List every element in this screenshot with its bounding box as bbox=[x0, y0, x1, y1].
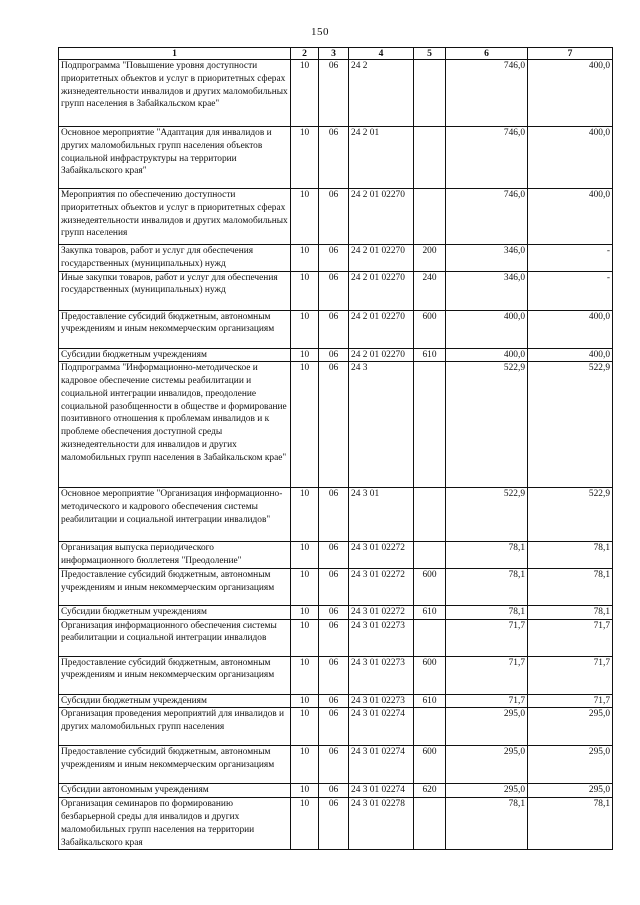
row-subsection: 06 bbox=[319, 348, 349, 362]
row-subsection: 06 bbox=[319, 362, 349, 488]
row-amount-col6: 346,0 bbox=[446, 271, 528, 310]
row-section: 10 bbox=[291, 127, 319, 189]
row-expense-type bbox=[414, 798, 446, 850]
row-expense-type bbox=[414, 60, 446, 127]
row-expense-type bbox=[414, 127, 446, 189]
row-amount-col6: 522,9 bbox=[446, 488, 528, 542]
col-header-1: 1 bbox=[59, 48, 291, 60]
row-expense-type: 600 bbox=[414, 746, 446, 784]
table-row bbox=[59, 245, 613, 272]
row-amount-col7: 295,0 bbox=[528, 784, 613, 798]
row-target-code: 24 3 01 02273 bbox=[349, 656, 414, 694]
row-expense-type bbox=[414, 542, 446, 569]
row-expense-type bbox=[414, 708, 446, 746]
row-section: 10 bbox=[291, 798, 319, 850]
row-section: 10 bbox=[291, 362, 319, 488]
row-section: 10 bbox=[291, 619, 319, 656]
row-name: Предоставление субсидий бюджетным, автономным учреждениям и иным некоммерческим организациям bbox=[59, 568, 291, 605]
row-target-code: 24 2 01 02270 bbox=[349, 348, 414, 362]
row-expense-type: 600 bbox=[414, 656, 446, 694]
row-amount-col6: 71,7 bbox=[446, 619, 528, 656]
row-name: Закупка товаров, работ и услуг для обеспечения государственных (муниципальных) нужд bbox=[59, 245, 291, 272]
header-row bbox=[59, 48, 613, 60]
row-subsection: 06 bbox=[319, 127, 349, 189]
row-section: 10 bbox=[291, 271, 319, 310]
col-header-6: 6 bbox=[446, 48, 528, 60]
row-name: Мероприятия по обеспечению доступности приоритетных объектов и услуг в приоритетных сферах жизнедеятельности инвалидов и других маломобильных групп населения bbox=[59, 189, 291, 245]
table-row bbox=[59, 605, 613, 619]
row-amount-col6: 78,1 bbox=[446, 542, 528, 569]
row-amount-col7: 295,0 bbox=[528, 746, 613, 784]
row-section: 10 bbox=[291, 60, 319, 127]
col-header-5: 5 bbox=[414, 48, 446, 60]
row-amount-col6: 78,1 bbox=[446, 568, 528, 605]
table-row bbox=[59, 60, 613, 127]
row-amount-col7: 78,1 bbox=[528, 605, 613, 619]
table-row bbox=[59, 542, 613, 569]
row-expense-type: 620 bbox=[414, 784, 446, 798]
table-row bbox=[59, 362, 613, 488]
row-name: Организация семинаров по формированию безбарьерной среды для инвалидов и других маломобильных групп населения на территории Забайкальского края bbox=[59, 798, 291, 850]
table-row bbox=[59, 271, 613, 310]
row-expense-type: 600 bbox=[414, 568, 446, 605]
row-section: 10 bbox=[291, 656, 319, 694]
row-amount-col7: 522,9 bbox=[528, 362, 613, 488]
row-subsection: 06 bbox=[319, 694, 349, 708]
row-amount-col6: 295,0 bbox=[446, 784, 528, 798]
row-amount-col7: 71,7 bbox=[528, 656, 613, 694]
row-target-code: 24 3 01 02273 bbox=[349, 694, 414, 708]
table-row bbox=[59, 784, 613, 798]
row-section: 10 bbox=[291, 488, 319, 542]
row-amount-col7: 400,0 bbox=[528, 189, 613, 245]
row-subsection: 06 bbox=[319, 746, 349, 784]
row-section: 10 bbox=[291, 784, 319, 798]
row-target-code: 24 3 01 02272 bbox=[349, 542, 414, 569]
row-name: Предоставление субсидий бюджетным, автономным учреждениям и иным некоммерческим организациям bbox=[59, 310, 291, 348]
row-amount-col6: 400,0 bbox=[446, 348, 528, 362]
row-amount-col6: 71,7 bbox=[446, 656, 528, 694]
row-amount-col7: 400,0 bbox=[528, 348, 613, 362]
row-target-code: 24 2 01 02270 bbox=[349, 189, 414, 245]
row-subsection: 06 bbox=[319, 189, 349, 245]
row-name: Подпрограмма "Повышение уровня доступности приоритетных объектов и услуг в приоритетных сферах жизнедеятельности инвалидов и других маломобильных групп населения в Забайкальском крае" bbox=[59, 60, 291, 127]
row-expense-type: 610 bbox=[414, 348, 446, 362]
row-name: Предоставление субсидий бюджетным, автономным учреждениям и иным некоммерческим организациям bbox=[59, 656, 291, 694]
row-target-code: 24 2 bbox=[349, 60, 414, 127]
table-row bbox=[59, 127, 613, 189]
row-section: 10 bbox=[291, 542, 319, 569]
row-amount-col7: 78,1 bbox=[528, 798, 613, 850]
col-header-7: 7 bbox=[528, 48, 613, 60]
row-target-code: 24 3 01 02274 bbox=[349, 746, 414, 784]
row-subsection: 06 bbox=[319, 271, 349, 310]
row-name: Подпрограмма "Информационно-методическое и кадровое обеспечение системы реабилитации и социальной интеграции инвалидов, преодоление социальной разобщенности в обществе и формирование позитивного отношения к проблемам инвалидов и к проблеме обеспечения доступной среды жизнедеятельности для инвалидов и других маломобильных групп населения в Забайкальском крае" bbox=[59, 362, 291, 488]
row-amount-col6: 346,0 bbox=[446, 245, 528, 272]
table-row bbox=[59, 189, 613, 245]
col-header-4: 4 bbox=[349, 48, 414, 60]
row-section: 10 bbox=[291, 568, 319, 605]
col-header-3: 3 bbox=[319, 48, 349, 60]
row-name: Организация информационного обеспечения системы реабилитации и социальной интеграции инвалидов bbox=[59, 619, 291, 656]
row-target-code: 24 3 01 02272 bbox=[349, 605, 414, 619]
row-section: 10 bbox=[291, 245, 319, 272]
row-amount-col6: 71,7 bbox=[446, 694, 528, 708]
row-amount-col7: 295,0 bbox=[528, 708, 613, 746]
row-section: 10 bbox=[291, 189, 319, 245]
row-subsection: 06 bbox=[319, 568, 349, 605]
row-amount-col7: 400,0 bbox=[528, 127, 613, 189]
row-name: Иные закупки товаров, работ и услуг для обеспечения государственных (муниципальных) нужд bbox=[59, 271, 291, 310]
row-amount-col6: 400,0 bbox=[446, 310, 528, 348]
row-subsection: 06 bbox=[319, 605, 349, 619]
row-amount-col6: 295,0 bbox=[446, 746, 528, 784]
row-target-code: 24 2 01 02270 bbox=[349, 271, 414, 310]
row-amount-col6: 746,0 bbox=[446, 189, 528, 245]
table-row bbox=[59, 746, 613, 784]
row-expense-type bbox=[414, 362, 446, 488]
row-target-code: 24 3 01 02272 bbox=[349, 568, 414, 605]
row-name: Основное мероприятие "Адаптация для инвалидов и других маломобильных групп населения объектов социальной инфраструктуры на территории Забайкальского края" bbox=[59, 127, 291, 189]
row-target-code: 24 3 01 02274 bbox=[349, 784, 414, 798]
table-row bbox=[59, 310, 613, 348]
row-target-code: 24 3 01 bbox=[349, 488, 414, 542]
row-section: 10 bbox=[291, 348, 319, 362]
row-amount-col6: 78,1 bbox=[446, 605, 528, 619]
row-target-code: 24 2 01 02270 bbox=[349, 310, 414, 348]
row-expense-type: 240 bbox=[414, 271, 446, 310]
row-subsection: 06 bbox=[319, 798, 349, 850]
row-section: 10 bbox=[291, 605, 319, 619]
row-subsection: 06 bbox=[319, 542, 349, 569]
row-target-code: 24 3 01 02273 bbox=[349, 619, 414, 656]
table-row bbox=[59, 348, 613, 362]
table-row bbox=[59, 656, 613, 694]
row-amount-col6: 522,9 bbox=[446, 362, 528, 488]
row-amount-col7: 400,0 bbox=[528, 60, 613, 127]
table-row bbox=[59, 694, 613, 708]
page-number: 150 bbox=[311, 26, 329, 38]
row-expense-type bbox=[414, 189, 446, 245]
row-expense-type: 600 bbox=[414, 310, 446, 348]
row-target-code: 24 2 01 bbox=[349, 127, 414, 189]
row-amount-col7: 400,0 bbox=[528, 310, 613, 348]
row-name: Субсидии бюджетным учреждениям bbox=[59, 694, 291, 708]
row-subsection: 06 bbox=[319, 784, 349, 798]
row-section: 10 bbox=[291, 694, 319, 708]
row-section: 10 bbox=[291, 746, 319, 784]
row-target-code: 24 3 01 02278 bbox=[349, 798, 414, 850]
row-subsection: 06 bbox=[319, 310, 349, 348]
row-target-code: 24 3 01 02274 bbox=[349, 708, 414, 746]
row-expense-type: 610 bbox=[414, 694, 446, 708]
row-amount-col7: 71,7 bbox=[528, 619, 613, 656]
row-amount-col7: 71,7 bbox=[528, 694, 613, 708]
row-amount-col6: 78,1 bbox=[446, 798, 528, 850]
row-name: Организация выпуска периодического информационного бюллетеня "Преодоление" bbox=[59, 542, 291, 569]
row-subsection: 06 bbox=[319, 619, 349, 656]
row-amount-col7: 78,1 bbox=[528, 568, 613, 605]
row-expense-type bbox=[414, 619, 446, 656]
row-name: Субсидии бюджетным учреждениям bbox=[59, 348, 291, 362]
row-expense-type bbox=[414, 488, 446, 542]
row-name: Основное мероприятие "Организация информационно-методического и кадрового обеспечения системы реабилитации и социальной интеграции инвалидов" bbox=[59, 488, 291, 542]
col-header-2: 2 bbox=[291, 48, 319, 60]
table-row bbox=[59, 488, 613, 542]
table-row bbox=[59, 708, 613, 746]
row-subsection: 06 bbox=[319, 488, 349, 542]
row-amount-col6: 295,0 bbox=[446, 708, 528, 746]
row-amount-col7: - bbox=[528, 245, 613, 272]
budget-table bbox=[58, 47, 613, 850]
row-name: Предоставление субсидий бюджетным, автономным учреждениям и иным некоммерческим организациям bbox=[59, 746, 291, 784]
row-expense-type: 610 bbox=[414, 605, 446, 619]
row-section: 10 bbox=[291, 708, 319, 746]
row-name: Субсидии автономным учреждениям bbox=[59, 784, 291, 798]
table-row bbox=[59, 798, 613, 850]
row-expense-type: 200 bbox=[414, 245, 446, 272]
row-name: Субсидии бюджетным учреждениям bbox=[59, 605, 291, 619]
row-subsection: 06 bbox=[319, 656, 349, 694]
table-row bbox=[59, 619, 613, 656]
table-row bbox=[59, 568, 613, 605]
row-amount-col6: 746,0 bbox=[446, 127, 528, 189]
row-amount-col7: - bbox=[528, 271, 613, 310]
row-subsection: 06 bbox=[319, 708, 349, 746]
row-amount-col6: 746,0 bbox=[446, 60, 528, 127]
row-amount-col7: 78,1 bbox=[528, 542, 613, 569]
row-section: 10 bbox=[291, 310, 319, 348]
row-subsection: 06 bbox=[319, 60, 349, 127]
row-target-code: 24 3 bbox=[349, 362, 414, 488]
row-subsection: 06 bbox=[319, 245, 349, 272]
row-amount-col7: 522,9 bbox=[528, 488, 613, 542]
row-target-code: 24 2 01 02270 bbox=[349, 245, 414, 272]
row-name: Организация проведения мероприятий для инвалидов и других маломобильных групп населения bbox=[59, 708, 291, 746]
